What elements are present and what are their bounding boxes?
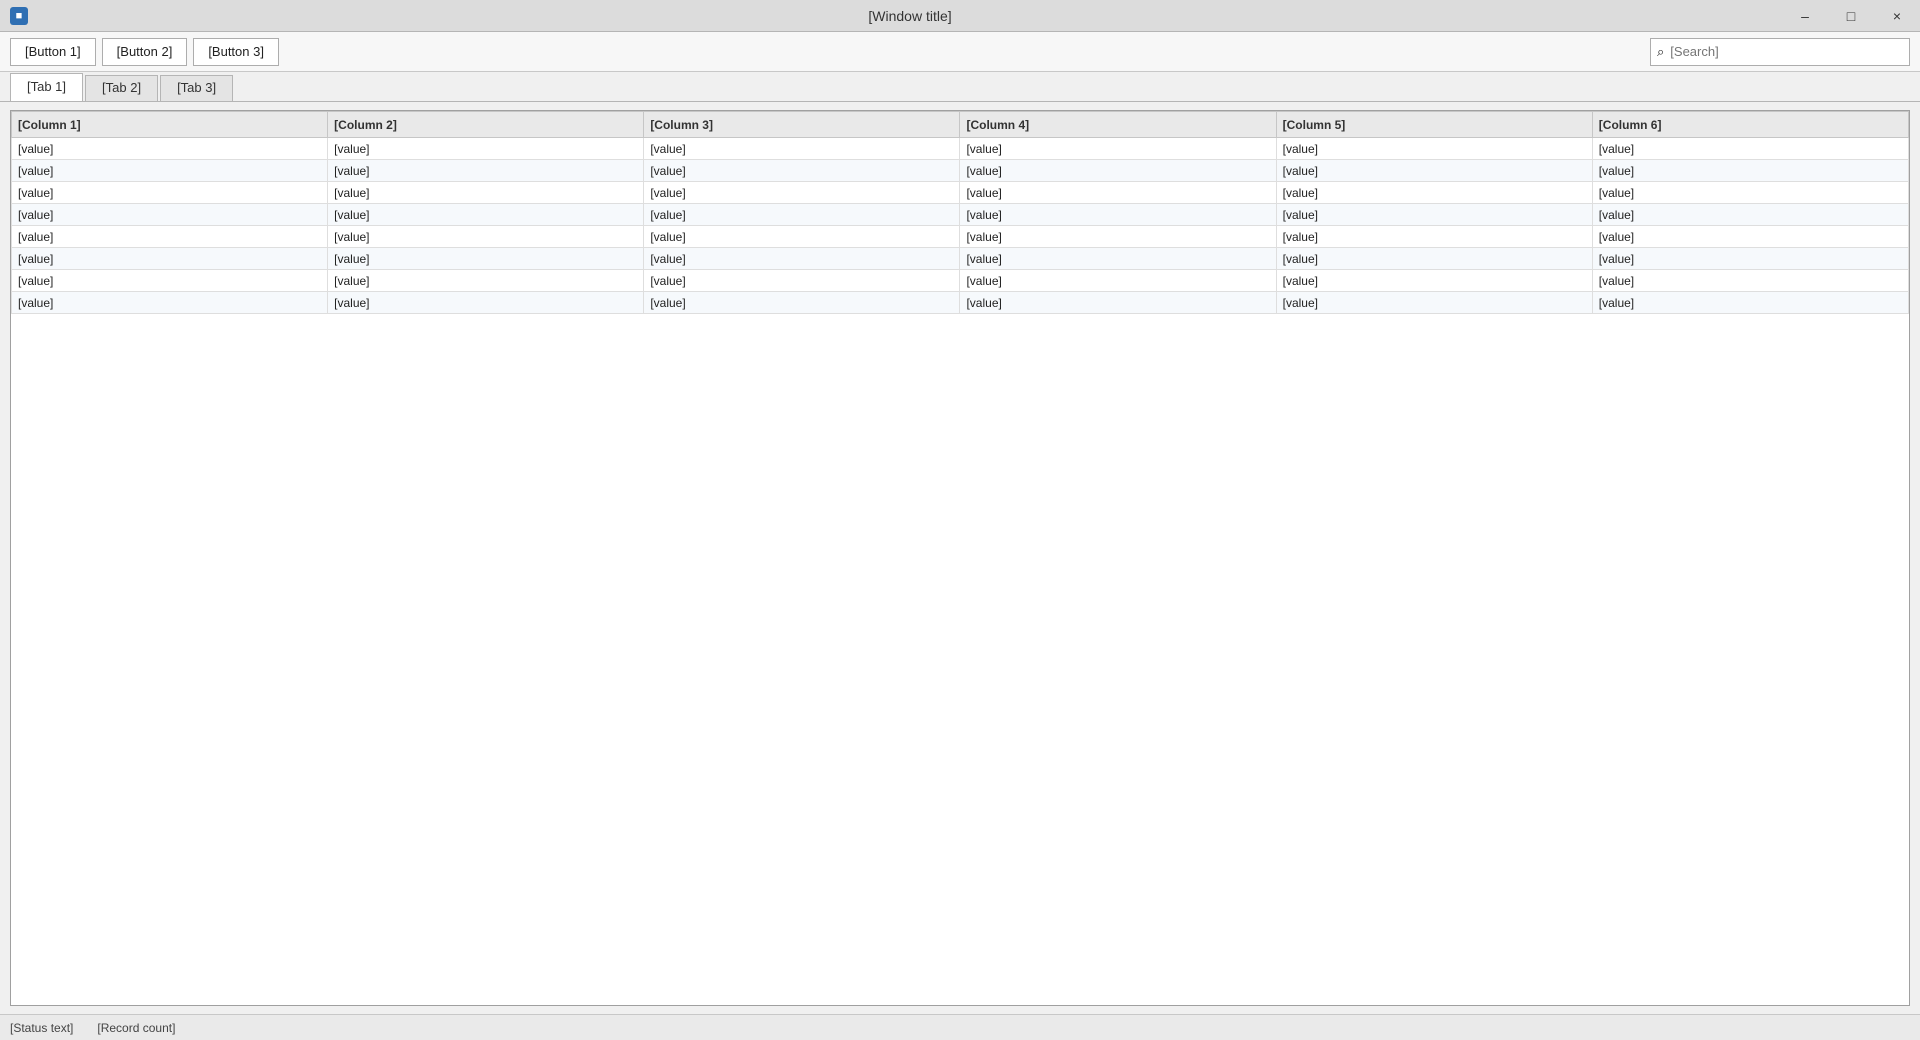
table-row[interactable] — [12, 248, 1909, 270]
table-cell: [value] — [960, 292, 1276, 314]
toolbar-button-1[interactable]: [Button 1] — [10, 38, 96, 66]
table-row[interactable] — [12, 182, 1909, 204]
table-cell: [value] — [1276, 160, 1592, 182]
tab-strip — [0, 72, 1920, 102]
table-cell: [value] — [960, 226, 1276, 248]
table-cell: [value] — [1592, 138, 1908, 160]
toolbar-button-2[interactable]: [Button 2] — [102, 38, 188, 66]
table-cell: [value] — [328, 204, 644, 226]
table-cell: [value] — [1276, 226, 1592, 248]
table-body — [12, 138, 1909, 314]
table-cell: [value] — [1276, 138, 1592, 160]
table-cell: [value] — [1276, 292, 1592, 314]
maximize-button[interactable]: □ — [1846, 7, 1856, 24]
table-cell: [value] — [644, 160, 960, 182]
table-cell: [value] — [1592, 248, 1908, 270]
search-icon: ⌕ — [1657, 43, 1665, 59]
data-table — [11, 111, 1909, 314]
table-cell: [value] — [328, 160, 644, 182]
table-cell: [value] — [1276, 182, 1592, 204]
tab-1[interactable]: [Tab 1] — [10, 73, 83, 101]
table-cell: [value] — [644, 226, 960, 248]
table-cell: [value] — [12, 226, 328, 248]
table-cell: [value] — [960, 248, 1276, 270]
table-cell: [value] — [1592, 204, 1908, 226]
table-cell: [value] — [644, 270, 960, 292]
table-cell: [value] — [960, 182, 1276, 204]
title-bar — [0, 0, 1920, 32]
column-header[interactable]: [Column 1] — [12, 112, 328, 138]
table-cell: [value] — [1592, 226, 1908, 248]
column-header[interactable]: [Column 6] — [1592, 112, 1908, 138]
minimize-button[interactable]: – — [1801, 7, 1809, 24]
table-cell: [value] — [328, 138, 644, 160]
table-cell: [value] — [1592, 292, 1908, 314]
table-row[interactable] — [12, 204, 1909, 226]
table-cell: [value] — [12, 182, 328, 204]
table-cell: [value] — [960, 138, 1276, 160]
table-cell: [value] — [1592, 270, 1908, 292]
toolbar — [0, 32, 1920, 72]
table-cell: [value] — [1592, 160, 1908, 182]
table-cell: [value] — [960, 160, 1276, 182]
column-header[interactable]: [Column 5] — [1276, 112, 1592, 138]
table-cell: [value] — [644, 248, 960, 270]
table-cell: [value] — [644, 292, 960, 314]
table-cell: [value] — [328, 182, 644, 204]
header-row — [12, 112, 1909, 138]
table-cell: [value] — [12, 248, 328, 270]
table-cell: [value] — [644, 182, 960, 204]
table-cell: [value] — [328, 270, 644, 292]
close-button[interactable]: × — [1892, 7, 1902, 24]
table-cell: [value] — [644, 204, 960, 226]
tab-3[interactable]: [Tab 3] — [160, 75, 233, 101]
table-row[interactable] — [12, 160, 1909, 182]
column-header[interactable]: [Column 4] — [960, 112, 1276, 138]
data-grid — [10, 110, 1910, 1006]
column-header[interactable]: [Column 3] — [644, 112, 960, 138]
table-cell: [value] — [328, 292, 644, 314]
app-icon: ■ — [10, 7, 28, 25]
search-box — [1650, 38, 1910, 66]
table-cell: [value] — [1276, 204, 1592, 226]
table-cell: [value] — [328, 248, 644, 270]
table-cell: [value] — [1592, 182, 1908, 204]
record-count: [Record count] — [97, 1020, 176, 1035]
status-text: [Status text] — [10, 1020, 74, 1035]
table-row[interactable] — [12, 292, 1909, 314]
table-cell: [value] — [12, 292, 328, 314]
table-cell: [value] — [12, 270, 328, 292]
search-input[interactable] — [1670, 44, 1903, 59]
table-cell: [value] — [644, 138, 960, 160]
window-title: [Window title] — [868, 7, 952, 24]
table-cell: [value] — [1276, 270, 1592, 292]
table-row[interactable] — [12, 226, 1909, 248]
toolbar-button-3[interactable]: [Button 3] — [193, 38, 279, 66]
table-row[interactable] — [12, 138, 1909, 160]
tab-2[interactable]: [Tab 2] — [85, 75, 158, 101]
table-cell: [value] — [960, 270, 1276, 292]
table-cell: [value] — [12, 138, 328, 160]
table-cell: [value] — [12, 160, 328, 182]
table-cell: [value] — [12, 204, 328, 226]
table-cell: [value] — [1276, 248, 1592, 270]
table-cell: [value] — [328, 226, 644, 248]
status-bar — [0, 1014, 1920, 1040]
table-row[interactable] — [12, 270, 1909, 292]
column-header[interactable]: [Column 2] — [328, 112, 644, 138]
table-cell: [value] — [960, 204, 1276, 226]
